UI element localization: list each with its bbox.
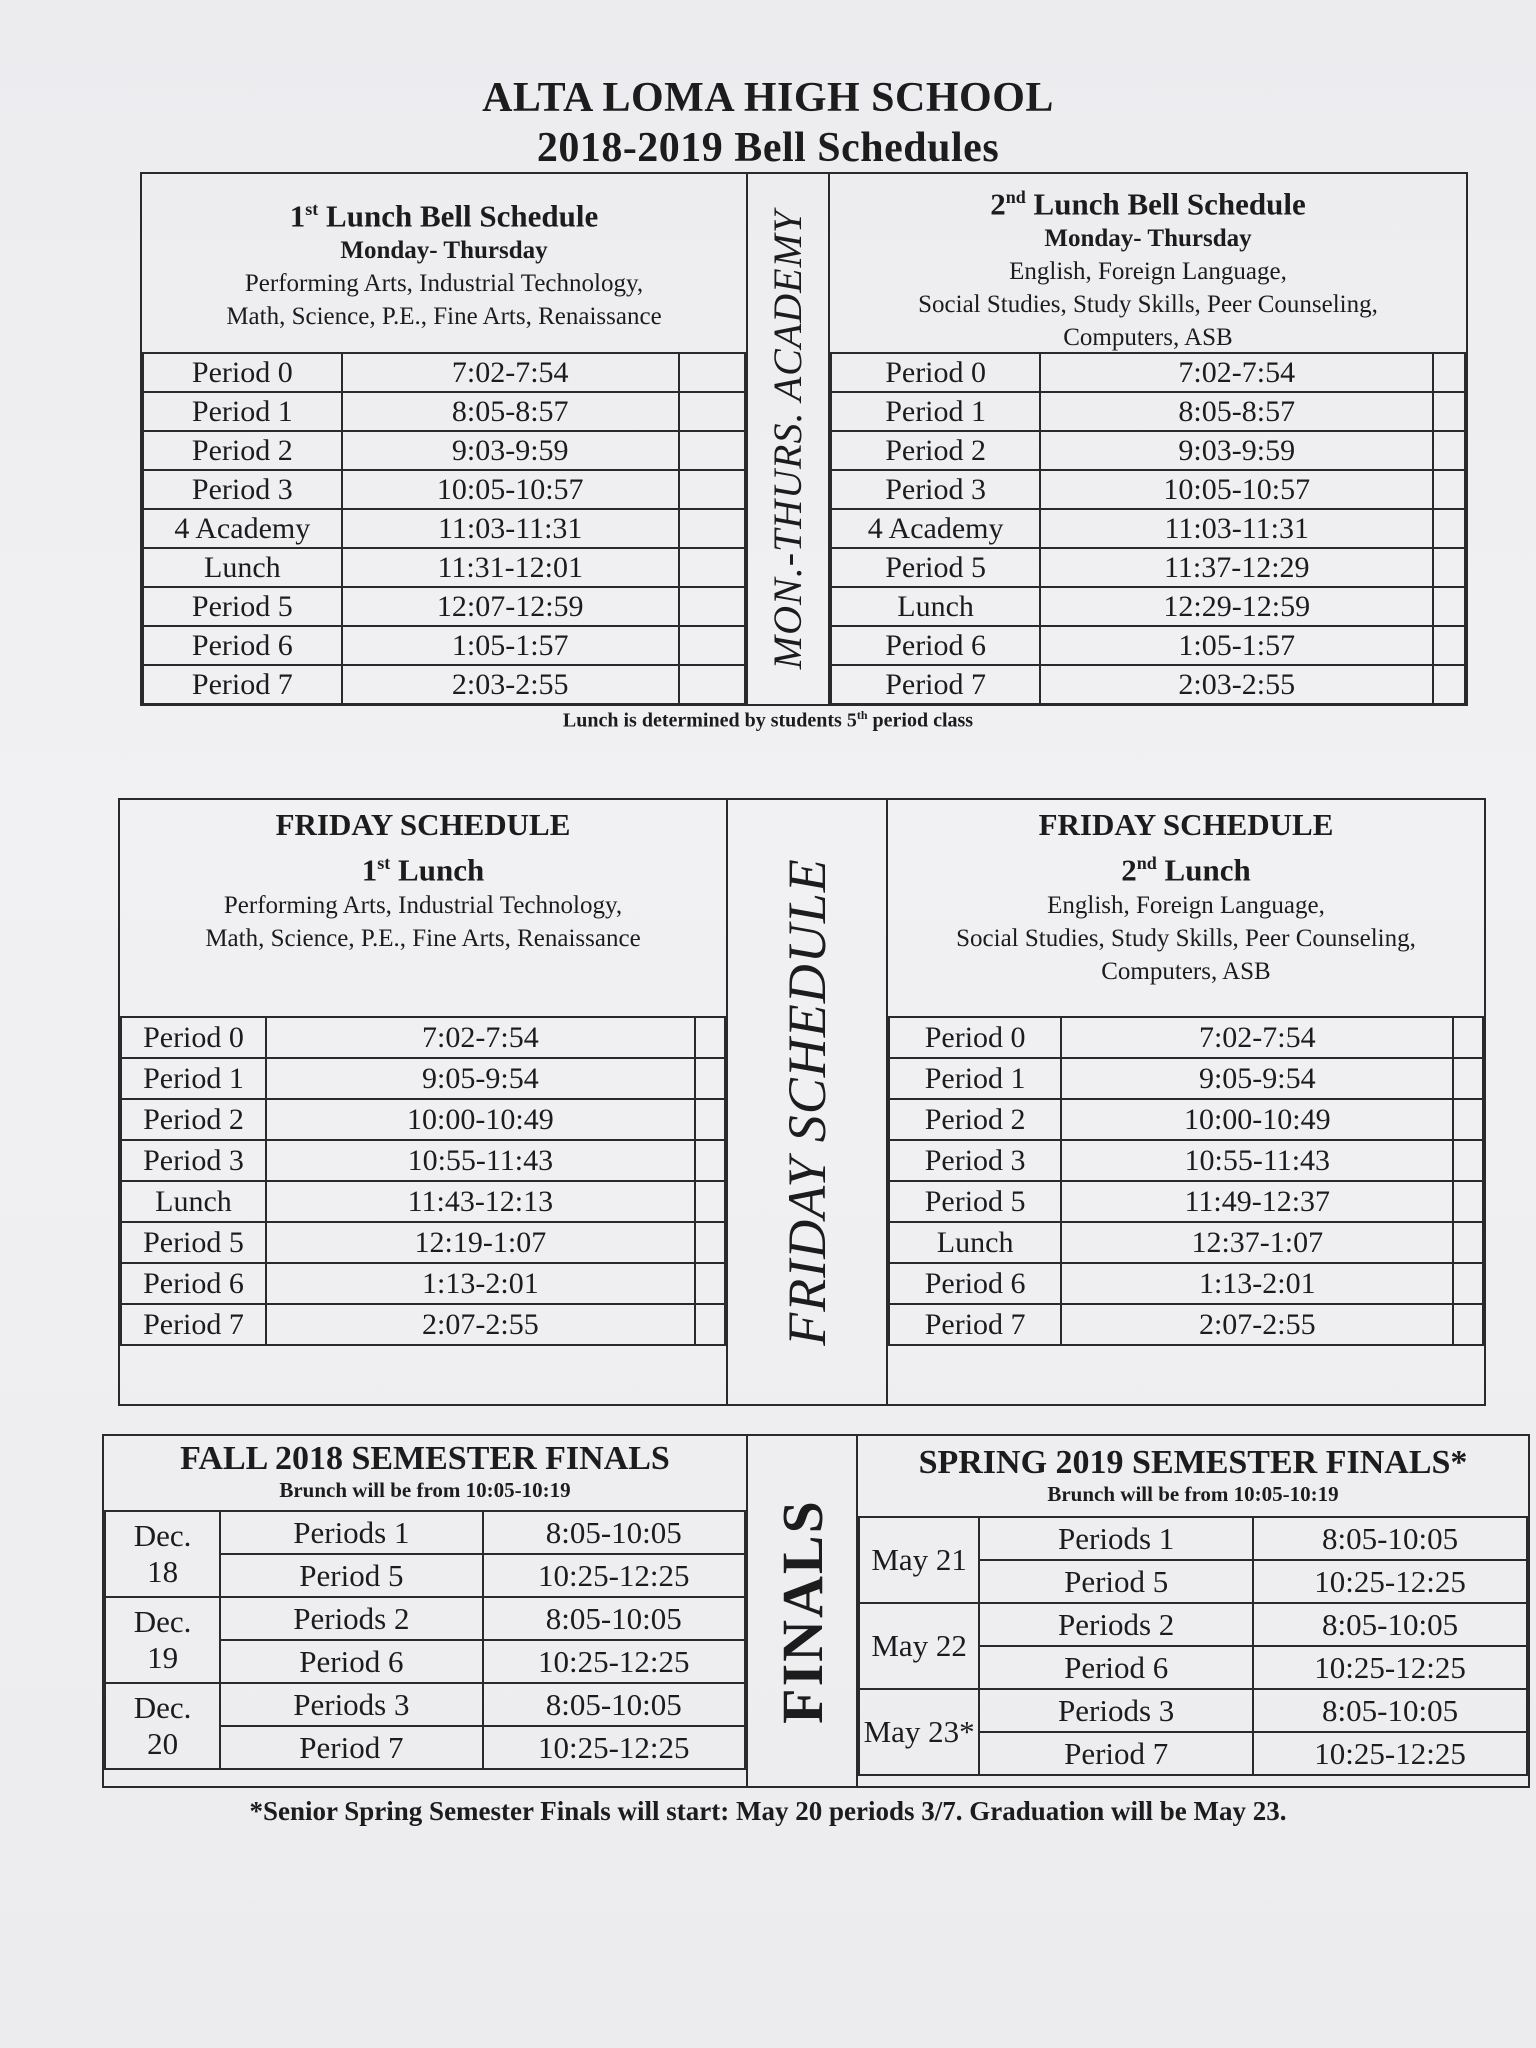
exam-period-cell: Periods 1 <box>220 1511 482 1554</box>
time-cell: 2:07-2:55 <box>1061 1304 1453 1345</box>
table-row <box>859 1689 1527 1732</box>
blank-cell <box>695 1058 725 1099</box>
mon-thurs-lunch1-depts-2: Math, Science, P.E., Fine Arts, Renaissance <box>226 303 662 331</box>
friday-schedule-label: FRIDAY SCHEDULE <box>777 858 837 1346</box>
mon-thurs-lunch2-heading: 2nd Lunch Bell Schedule <box>990 186 1306 222</box>
exam-time-cell: 10:25-12:25 <box>1253 1646 1527 1689</box>
time-cell: 1:05-1:57 <box>1040 626 1433 665</box>
table-row <box>121 1181 725 1222</box>
period-cell: Period 1 <box>831 392 1040 431</box>
mon-thurs-lunch2-depts-1: English, Foreign Language, <box>1009 258 1287 286</box>
exam-period-cell: Period 6 <box>979 1646 1253 1689</box>
blank-cell <box>679 470 745 509</box>
exam-time-cell: 10:25-12:25 <box>1253 1560 1527 1603</box>
period-cell: Period 1 <box>889 1058 1061 1099</box>
spring-finals-heading: SPRING 2019 SEMESTER FINALS* <box>918 1444 1468 1481</box>
time-cell: 2:03-2:55 <box>342 665 679 704</box>
blank-cell <box>1433 392 1465 431</box>
blank-cell <box>1433 587 1465 626</box>
time-cell: 9:05-9:54 <box>1061 1058 1453 1099</box>
table-row <box>831 470 1465 509</box>
friday-lunch2-depts-1: English, Foreign Language, <box>1047 892 1325 920</box>
period-cell: Period 0 <box>121 1017 266 1058</box>
blank-cell <box>679 509 745 548</box>
exam-period-cell: Period 7 <box>220 1726 482 1769</box>
period-cell: Period 7 <box>121 1304 266 1345</box>
exam-time-cell: 10:25-12:25 <box>483 1554 745 1597</box>
time-cell: 11:31-12:01 <box>342 548 679 587</box>
blank-cell <box>1453 1058 1483 1099</box>
exam-time-cell: 8:05-10:05 <box>1253 1517 1527 1560</box>
friday-lunch1-subheading: 1st Lunch <box>361 852 485 888</box>
period-cell: Period 2 <box>831 431 1040 470</box>
table-row <box>143 548 745 587</box>
blank-cell <box>695 1222 725 1263</box>
table-row <box>121 1140 725 1181</box>
period-cell: Period 3 <box>121 1140 266 1181</box>
table-row <box>889 1263 1483 1304</box>
date-month: Dec. <box>133 1518 192 1553</box>
table-row <box>121 1017 725 1058</box>
exam-time-cell: 8:05-10:05 <box>1253 1603 1527 1646</box>
blank-cell <box>1453 1222 1483 1263</box>
blank-cell <box>679 392 745 431</box>
mon-thurs-block <box>140 172 1468 706</box>
time-cell: 10:00-10:49 <box>266 1099 695 1140</box>
table-row <box>889 1222 1483 1263</box>
time-cell: 12:29-12:59 <box>1040 587 1433 626</box>
period-cell: Period 3 <box>889 1140 1061 1181</box>
friday-lunch2-subheading: 2nd Lunch <box>1121 852 1251 888</box>
table-row <box>143 587 745 626</box>
table-row <box>831 392 1465 431</box>
period-cell: Period 0 <box>831 353 1040 392</box>
blank-cell <box>679 587 745 626</box>
time-cell: 11:49-12:37 <box>1061 1181 1453 1222</box>
mon-thurs-side-label-cell <box>746 172 830 706</box>
exam-time-cell: 10:25-12:25 <box>483 1640 745 1683</box>
date-cell <box>105 1683 220 1769</box>
mon-thurs-lunch1-depts-1: Performing Arts, Industrial Technology, <box>244 270 644 298</box>
table-row <box>831 509 1465 548</box>
mon-thurs-lunch1-table <box>142 352 746 705</box>
blank-cell <box>695 1181 725 1222</box>
period-cell: Period 2 <box>143 431 342 470</box>
friday-lunch2-table <box>888 1016 1484 1346</box>
fall-finals-heading: FALL 2018 SEMESTER FINALS <box>180 1440 670 1477</box>
fall-brunch-note: Brunch will be from 10:05-10:19 <box>279 1478 571 1502</box>
spring-finals-panel <box>858 1436 1528 1786</box>
period-cell: Period 0 <box>889 1017 1061 1058</box>
exam-period-cell: Period 5 <box>220 1554 482 1597</box>
friday-lunch2-heading: FRIDAY SCHEDULE <box>1038 807 1334 842</box>
period-cell: Period 6 <box>143 626 342 665</box>
finals-side-label-cell <box>746 1434 858 1788</box>
blank-cell <box>1453 1304 1483 1345</box>
time-cell: 1:05-1:57 <box>342 626 679 665</box>
table-row <box>121 1263 725 1304</box>
time-cell: 10:00-10:49 <box>1061 1099 1453 1140</box>
date-cell: May 22 <box>859 1603 979 1689</box>
time-cell: 11:03-11:31 <box>1040 509 1433 548</box>
exam-period-cell: Periods 2 <box>220 1597 482 1640</box>
exam-period-cell: Periods 3 <box>220 1683 482 1726</box>
date-day: 18 <box>147 1554 179 1589</box>
date-cell: May 23* <box>859 1689 979 1775</box>
spring-brunch-note: Brunch will be from 10:05-10:19 <box>1047 1482 1339 1506</box>
blank-cell <box>695 1304 725 1345</box>
blank-cell <box>1453 1017 1483 1058</box>
friday-lunch2-depts-2: Social Studies, Study Skills, Peer Counseling, <box>956 925 1416 953</box>
period-cell: Period 6 <box>831 626 1040 665</box>
blank-cell <box>1453 1099 1483 1140</box>
table-row <box>889 1181 1483 1222</box>
time-cell: 10:55-11:43 <box>1061 1140 1453 1181</box>
time-cell: 10:05-10:57 <box>342 470 679 509</box>
mon-thurs-lunch2-depts-2: Social Studies, Study Skills, Peer Counseling, <box>918 291 1378 319</box>
spring-finals-table <box>858 1516 1528 1776</box>
date-cell: May 21 <box>859 1517 979 1603</box>
period-cell: Period 2 <box>889 1099 1061 1140</box>
blank-cell <box>1453 1140 1483 1181</box>
exam-period-cell: Period 6 <box>220 1640 482 1683</box>
time-cell: 9:03-9:59 <box>1040 431 1433 470</box>
table-row <box>859 1517 1527 1560</box>
period-cell: Period 3 <box>831 470 1040 509</box>
table-row <box>831 626 1465 665</box>
time-cell: 7:02-7:54 <box>342 353 679 392</box>
table-row <box>859 1603 1527 1646</box>
fall-finals-panel <box>104 1436 746 1786</box>
time-cell: 7:02-7:54 <box>1040 353 1433 392</box>
period-cell: Period 5 <box>831 548 1040 587</box>
period-cell: Period 5 <box>889 1181 1061 1222</box>
friday-lunch1-heading: FRIDAY SCHEDULE <box>275 807 571 842</box>
blank-cell <box>1453 1181 1483 1222</box>
blank-cell <box>1433 509 1465 548</box>
mon-thurs-lunch2-depts-3: Computers, ASB <box>1063 324 1233 352</box>
blank-cell <box>1433 665 1465 704</box>
exam-time-cell: 8:05-10:05 <box>483 1511 745 1554</box>
period-cell: Lunch <box>889 1222 1061 1263</box>
mon-thurs-academy-label: MON.-THURS. ACADEMY <box>765 209 811 669</box>
time-cell: 11:43-12:13 <box>266 1181 695 1222</box>
time-cell: 1:13-2:01 <box>266 1263 695 1304</box>
blank-cell <box>1433 353 1465 392</box>
schedule-year-title: 2018-2019 Bell Schedules <box>536 125 1000 171</box>
table-row <box>121 1058 725 1099</box>
friday-lunch1-table <box>120 1016 726 1346</box>
time-cell: 7:02-7:54 <box>266 1017 695 1058</box>
blank-cell <box>679 353 745 392</box>
friday-lunch1-depts-1: Performing Arts, Industrial Technology, <box>223 892 623 920</box>
time-cell: 9:05-9:54 <box>266 1058 695 1099</box>
blank-cell <box>695 1017 725 1058</box>
table-row <box>143 392 745 431</box>
date-month: Dec. <box>133 1690 192 1725</box>
blank-cell <box>695 1263 725 1304</box>
exam-time-cell: 8:05-10:05 <box>1253 1689 1527 1732</box>
friday-lunch1-depts-2: Math, Science, P.E., Fine Arts, Renaissance <box>205 925 641 953</box>
time-cell: 12:19-1:07 <box>266 1222 695 1263</box>
friday-block <box>118 798 1486 1406</box>
blank-cell <box>695 1099 725 1140</box>
period-cell: Period 1 <box>143 392 342 431</box>
period-cell: Period 5 <box>143 587 342 626</box>
time-cell: 1:13-2:01 <box>1061 1263 1453 1304</box>
period-cell: Period 7 <box>831 665 1040 704</box>
table-row <box>121 1222 725 1263</box>
exam-period-cell: Periods 2 <box>979 1603 1253 1646</box>
friday-lunch2-panel <box>888 800 1484 1404</box>
time-cell: 10:55-11:43 <box>266 1140 695 1181</box>
table-row <box>143 431 745 470</box>
table-row <box>889 1140 1483 1181</box>
time-cell: 11:37-12:29 <box>1040 548 1433 587</box>
table-row <box>105 1511 745 1554</box>
blank-cell <box>679 665 745 704</box>
exam-period-cell: Periods 3 <box>979 1689 1253 1732</box>
mon-thurs-lunch2-days: Monday- Thursday <box>1044 225 1252 253</box>
period-cell: Period 6 <box>121 1263 266 1304</box>
table-row <box>831 665 1465 704</box>
blank-cell <box>679 626 745 665</box>
exam-period-cell: Periods 1 <box>979 1517 1253 1560</box>
blank-cell <box>1453 1263 1483 1304</box>
time-cell: 11:03-11:31 <box>342 509 679 548</box>
period-cell: Period 0 <box>143 353 342 392</box>
time-cell: 10:05-10:57 <box>1040 470 1433 509</box>
period-cell: 4 Academy <box>831 509 1040 548</box>
date-month: Dec. <box>133 1604 192 1639</box>
exam-time-cell: 8:05-10:05 <box>483 1683 745 1726</box>
table-row <box>889 1099 1483 1140</box>
time-cell: 8:05-8:57 <box>342 392 679 431</box>
date-cell <box>105 1511 220 1597</box>
finals-label: FINALS <box>769 1498 835 1724</box>
time-cell: 8:05-8:57 <box>1040 392 1433 431</box>
mon-thurs-lunch1-days: Monday- Thursday <box>340 237 548 265</box>
exam-time-cell: 10:25-12:25 <box>1253 1732 1527 1775</box>
mon-thurs-lunch1-panel <box>142 174 746 704</box>
table-row <box>143 353 745 392</box>
blank-cell <box>1433 470 1465 509</box>
date-day: 20 <box>147 1726 179 1761</box>
table-row <box>831 353 1465 392</box>
blank-cell <box>679 548 745 587</box>
table-row <box>831 587 1465 626</box>
period-cell: 4 Academy <box>143 509 342 548</box>
period-cell: Period 1 <box>121 1058 266 1099</box>
period-cell: Lunch <box>143 548 342 587</box>
blank-cell <box>1433 626 1465 665</box>
time-cell: 2:07-2:55 <box>266 1304 695 1345</box>
friday-lunch2-depts-3: Computers, ASB <box>1101 958 1271 986</box>
table-row <box>889 1304 1483 1345</box>
date-day: 19 <box>147 1640 179 1675</box>
period-cell: Period 2 <box>121 1099 266 1140</box>
table-row <box>831 431 1465 470</box>
date-cell <box>105 1597 220 1683</box>
time-cell: 7:02-7:54 <box>1061 1017 1453 1058</box>
lunch-note: Lunch is determined by students 5th period class <box>562 708 974 732</box>
table-row <box>889 1017 1483 1058</box>
table-row <box>831 548 1465 587</box>
school-name: ALTA LOMA HIGH SCHOOL <box>482 75 1054 121</box>
period-cell: Lunch <box>121 1181 266 1222</box>
mon-thurs-lunch2-panel <box>830 174 1466 704</box>
table-row <box>121 1099 725 1140</box>
blank-cell <box>1433 548 1465 587</box>
table-row <box>105 1597 745 1640</box>
blank-cell <box>679 431 745 470</box>
table-row <box>143 665 745 704</box>
fall-finals-table <box>104 1510 746 1770</box>
period-cell: Period 5 <box>121 1222 266 1263</box>
time-cell: 12:37-1:07 <box>1061 1222 1453 1263</box>
exam-time-cell: 10:25-12:25 <box>483 1726 745 1769</box>
period-cell: Lunch <box>831 587 1040 626</box>
time-cell: 2:03-2:55 <box>1040 665 1433 704</box>
table-row <box>143 470 745 509</box>
exam-period-cell: Period 5 <box>979 1560 1253 1603</box>
finals-block <box>102 1434 1530 1788</box>
table-row <box>143 509 745 548</box>
exam-time-cell: 8:05-10:05 <box>483 1597 745 1640</box>
friday-lunch1-panel <box>120 800 726 1404</box>
table-row <box>889 1058 1483 1099</box>
mon-thurs-lunch1-heading: 1st Lunch Bell Schedule <box>289 198 599 234</box>
friday-side-label-cell <box>726 798 888 1406</box>
table-row <box>121 1304 725 1345</box>
blank-cell <box>1433 431 1465 470</box>
table-row <box>143 626 745 665</box>
time-cell: 12:07-12:59 <box>342 587 679 626</box>
period-cell: Period 3 <box>143 470 342 509</box>
exam-period-cell: Period 7 <box>979 1732 1253 1775</box>
table-row <box>105 1683 745 1726</box>
senior-finals-footnote: *Senior Spring Semester Finals will start: May 20 periods 3/7. Graduation will be May 23. <box>249 1796 1287 1826</box>
period-cell: Period 6 <box>889 1263 1061 1304</box>
period-cell: Period 7 <box>889 1304 1061 1345</box>
time-cell: 9:03-9:59 <box>342 431 679 470</box>
mon-thurs-lunch2-table <box>830 352 1466 705</box>
period-cell: Period 7 <box>143 665 342 704</box>
blank-cell <box>695 1140 725 1181</box>
